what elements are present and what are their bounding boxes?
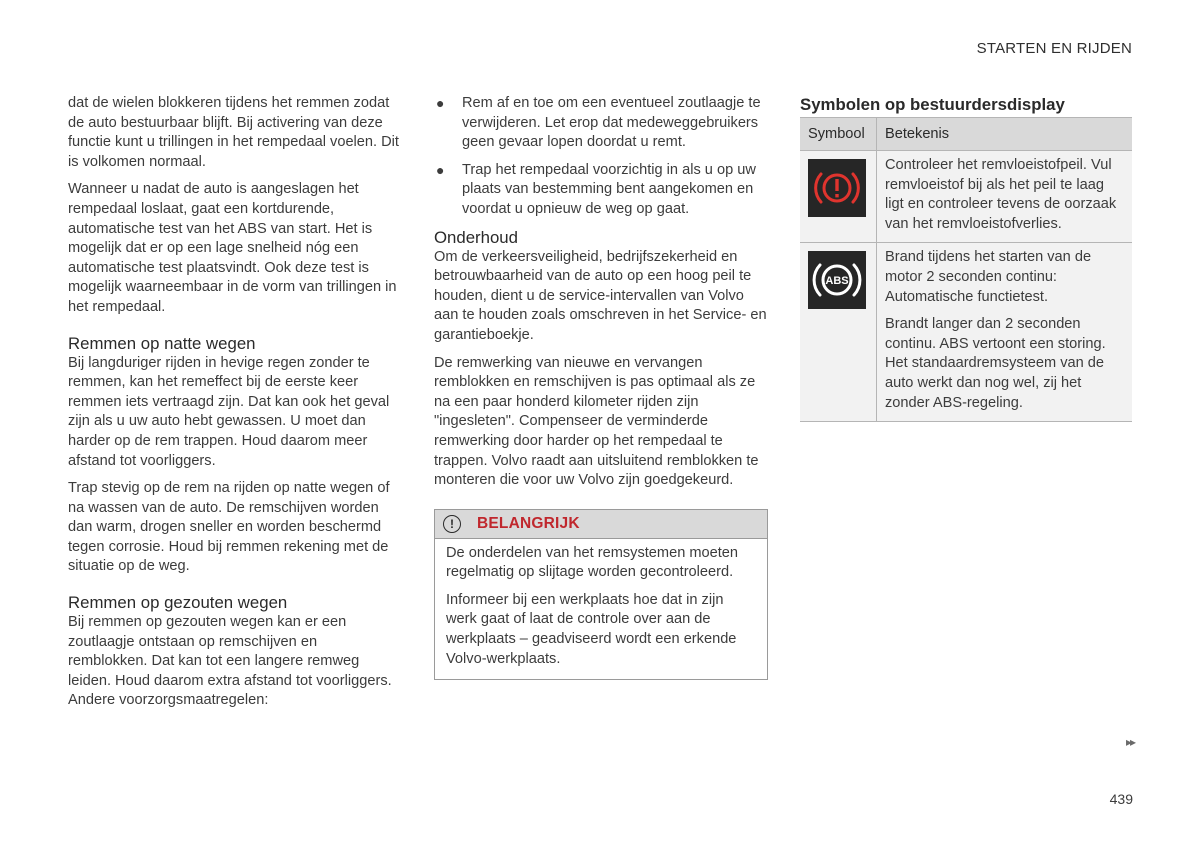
paragraph: Bij remmen op gezouten wegen kan er een zoutlaagje ontstaan op remschijven en remblokken. Dat kan tot een langere remweg leiden. Houd daarom extra afstand tot voorliggers. Andere voorzorgsmaatregelen: <box>68 614 392 709</box>
abs-icon-label: ABS <box>825 275 849 288</box>
brake-warning-icon <box>808 159 866 217</box>
bullet-list <box>434 94 768 220</box>
section-header: STARTEN EN RIJDEN <box>976 40 1132 57</box>
table-header-symbol: Symbool <box>800 118 877 151</box>
abs-warning-icon <box>808 251 866 309</box>
paragraph: Om de verkeersveiligheid, bedrijfszekerheid en betrouwbaarheid van de auto op een hoog peil te houden, dient u de service-intervallen van Volvo aan te houden zoals omschreven in het Service- en garantieboekje. <box>434 248 767 343</box>
notice-header <box>435 510 767 539</box>
paragraph: Wanneer u nadat de auto is aangeslagen het rempedaal loslaat, gaat een kortdurende, automatische test van het ABS van start. Het is mogelijk dat er op een lage snelheid nóg een automatische test plaatsvindt. Ook deze test is mogelijk waarneembaar in de vorm van trillingen in het rempedaal. <box>68 181 397 315</box>
paragraph: dat de wielen blokkeren tijdens het remmen zodat de auto bestuurbaar blijft. Bij activering van deze functie kunt u trillingen in het rempedaal voelen. Dit is volkomen normaal. <box>68 95 399 170</box>
important-notice <box>434 509 768 681</box>
page-number: 439 <box>1109 791 1133 807</box>
column-middle <box>434 94 768 680</box>
paragraph: Controleer het remvloeistofpeil. Vul remvloeistof bij als het peil te laag ligt en controleer tevens de oorzaak van het remvloeistofverlies. <box>885 157 1117 232</box>
list-item: ● Trap het rempedaal voorzichtig in als u op uw plaats van bestemming bent aangekomen en voordat u opnieuw de weg op gaat. <box>436 161 756 217</box>
notice-title: BELANGRIJK <box>477 514 580 532</box>
paragraph: Brandt langer dan 2 seconden continu. ABS vertoont een storing. Het standaardremsysteem van de auto werkt dan nog wel, zij het zonder ABS-regeling. <box>885 316 1106 411</box>
column-right <box>800 94 1132 422</box>
paragraph: De remwerking van nieuwe en vervangen remblokken en remschijven is pas optimaal als ze na een paar honderd kilometer rijden zijn "ingesleten". Compenseer de verminderde remwerking door harder op het rempedaal te trappen. Volvo raadt aan uitsluitend remblokken te monteren die voor uw Volvo zijn goedgekeurd. <box>434 354 759 489</box>
heading-salted-roads: Remmen op gezouten wegen <box>68 593 288 613</box>
exclamation-icon: ! <box>443 515 461 533</box>
table-row <box>800 243 1132 422</box>
symbol-cell <box>800 151 877 243</box>
meaning-cell <box>877 243 1133 422</box>
heading-maintenance: Onderhoud <box>434 227 518 247</box>
symbol-cell <box>800 243 877 422</box>
paragraph: Brand tijdens het starten van de motor 2 seconden continu: Automatische functietest. <box>885 249 1092 305</box>
brake-warning-svg <box>812 166 862 210</box>
symbols-heading: Symbolen op bestuurdersdisplay <box>800 95 1065 114</box>
paragraph: De onderdelen van het remsystemen moeten regelmatig op slijtage worden gecontroleerd. <box>446 544 739 581</box>
paragraph: Bij langduriger rijden in hevige regen zonder te remmen, kan het remeffect bij de eerste keer remmen iets vertraagd zijn. Dat kan ook het geval zijn als u uw auto hebt gewassen. U moet dan harder op de rem trappen. Houd daarom meer afstand tot voorliggers. <box>68 354 390 469</box>
table-header-meaning: Betekenis <box>877 118 1133 151</box>
notice-body <box>435 539 767 680</box>
column-left <box>68 94 400 719</box>
paragraph: Trap stevig op de rem na rijden op natte wegen of na wassen van de auto. De remschijven worden dan warm, drogen sneller en worden beschermd tegen corrosie. Houd bij remmen rekening met de situatie op de weg. <box>68 480 390 575</box>
heading-wet-roads: Remmen op natte wegen <box>68 333 256 353</box>
table-header-row <box>800 118 1132 151</box>
list-item: ● Rem af en toe om een eventueel zoutlaagje te verwijderen. Let erop dat medeweggebruikers geen gevaar lopen doordat u remt. <box>436 95 761 151</box>
bullet-icon: ● <box>436 95 445 111</box>
symbols-table <box>800 117 1132 422</box>
table-row <box>800 151 1132 243</box>
continue-arrows-icon: ▸▸ <box>1125 735 1134 749</box>
bullet-icon: ● <box>436 161 445 178</box>
meaning-cell <box>877 151 1133 243</box>
abs-warning-svg <box>812 258 862 302</box>
paragraph: Informeer bij een werkplaats hoe dat in zijn werk gaat of laat de controle over aan de werkplaats – geadviseerd wordt een erkende Volvo-werkplaats. <box>446 591 737 667</box>
